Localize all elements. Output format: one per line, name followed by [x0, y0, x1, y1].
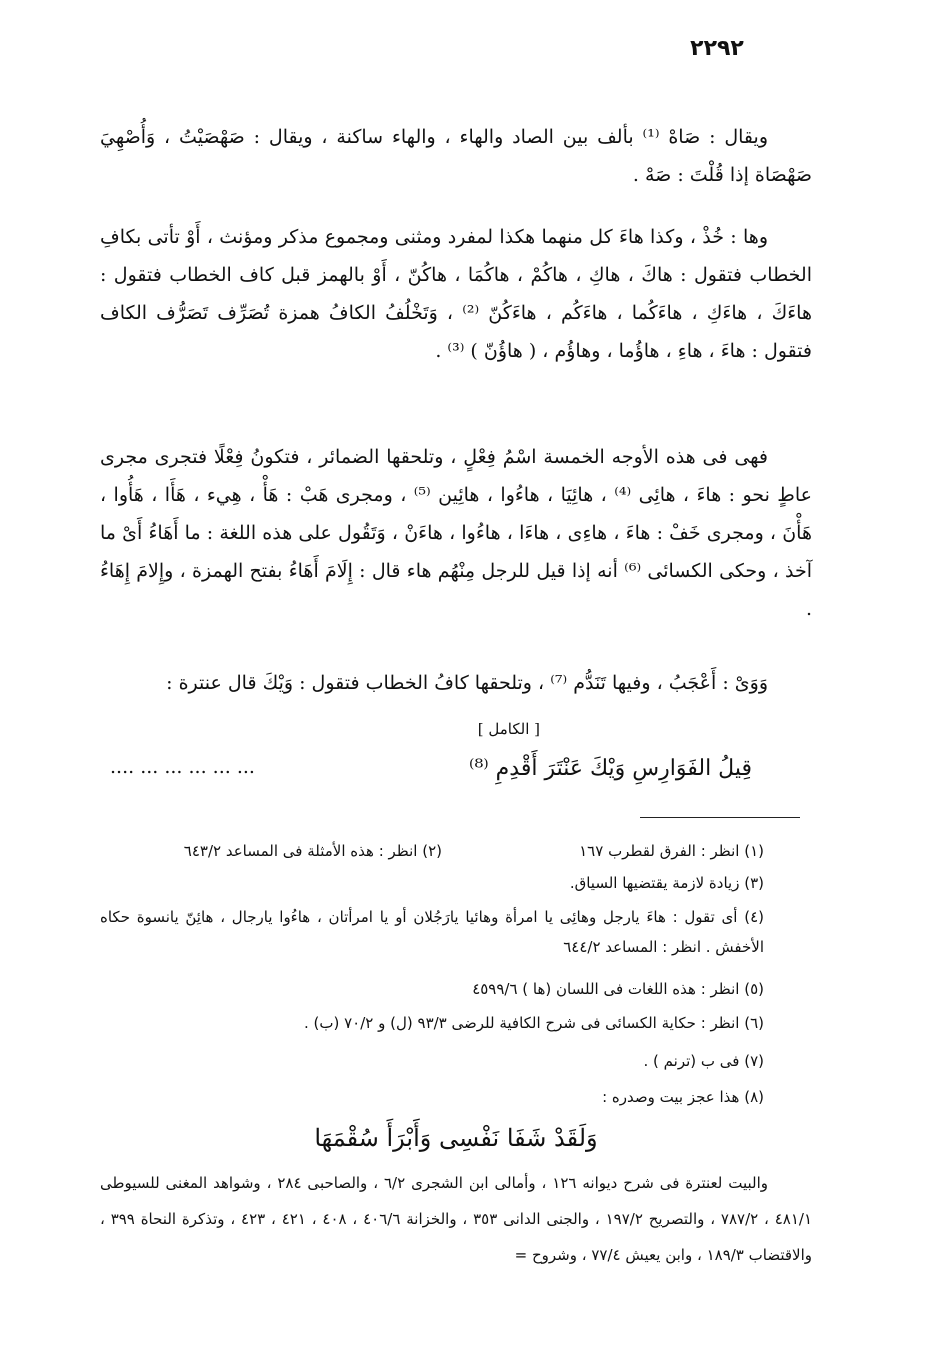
footnote-8: (٨) هذا عجز بيت وصدره :	[602, 1088, 764, 1106]
body-paragraph-4	[100, 664, 812, 702]
footnote-row-1	[100, 836, 812, 866]
sources-text: والبيت لعنترة فى شرح ديوانه ١٢٦ ، وأمالى ابن الشجرى ٦/٢ ، والصاحبى ٢٨٤ ، وشواهد المغنى للسيوطى ٤٨١/١ ، ٧٨٧/٢ ، والتصريح ١٩٧/٢ ، والجنى الدانى ٣٥٣ ، والخزانة ٤٠٦/٦ ، ٤٠٨ ، ٤٢١ ، ٤٢٣ ، وتذكرة النحاة ٣٩٩ ، والاقتضاب ١٨٩/٣ ، وابن يعيش ٧٧/٤ ، وشروح =	[100, 1174, 813, 1264]
footnote-row-4	[100, 902, 812, 966]
footnote-separator	[640, 817, 800, 818]
footnote-6: (٦) انظر : حكاية الكسائى فى شرح الكافية للرضى ٩٣/٣ (ل) و ٧٠/٢ (ب) .	[303, 1014, 764, 1032]
body-paragraph-1	[100, 118, 812, 194]
footnote-4: (٤) أى تقول : هاءَ يارجل وهائِى يا امرأة وهائيا يارَجُلان أو يا امرأتان ، هاءُوا يارجال ، هائِنّ يانسوة حكاه الأخفش . انظر : المساعد ٦٤٤/٢	[100, 908, 764, 956]
paragraph-text: ويقال : صَاهْ ⁽¹⁾ بألف بين الصاد والهاء ، والهاء ساكنة ، ويقال : صَهْصَيْتُ ، وَأُصْهِيَ صَهْصَاة إذا قُلْتَ : صَهْ .	[100, 126, 812, 186]
verse-sources	[100, 1165, 812, 1273]
verse-meter-label: [ الكامل ]	[477, 720, 540, 738]
body-paragraph-2	[100, 218, 812, 370]
verse-ellipsis: .... ... ... ... ... ...	[110, 756, 255, 778]
footnote-2: (٢) انظر : هذه الأمثلة فى المساعد ٦٤٣/٢	[183, 842, 442, 860]
footnote-1: (١) انظر : الفرق لقطرب ١٦٧	[579, 842, 764, 860]
poem-first-hemistich: وَلَقَدْ شَفَا نَفْسِى وَأَبْرَأَ سُقْمَهَا	[314, 1124, 598, 1152]
paragraph-text: وها : خُذْ ، وكذا هاءَ كل منهما هكذا لمفرد ومثنى ومجموع مذكر ومؤنث ، أَوْ تأتى بكافِ الخطاب فتقول : هاكَ ، هاكِ ، هاكُمْ ، هاكُمَا ، هاكُنّ ، أَوْ بالهمز قبل كاف الخطاب فتقول : هاءَكَ ، هاءَكِ ، هاءَكُما ، هاءَكُم ، هاءَكُنّ ⁽²⁾ ، وَتَخْلُفُ الكافُ همزة تُصَرِّف تَصَرُّف الكاف فتقول : هاءَ ، هاءِ ، هاؤُما ، وهاؤُم ، ( هاؤُنّ ) ⁽³⁾ .	[100, 226, 812, 362]
verse-hemistich: قِيلُ الفَوَارِسِ وَيْكَ عَنْتَرَ أَقْدِمِ ⁽⁸⁾	[469, 756, 752, 781]
body-paragraph-3	[100, 438, 812, 628]
footnote-row-7	[100, 1046, 812, 1076]
paragraph-text: وَوَىْ : أَعْجَبُ ، وفيها تَنَدُّم ⁽⁷⁾ ، وتلحقها كافُ الخطاب فتقول : وَيْكَ قال عنترة :	[166, 672, 768, 694]
footnote-3: (٣) زيادة لازمة يقتضيها السياق.	[569, 874, 764, 892]
footnote-row-8	[100, 1082, 812, 1112]
paragraph-text: فهى فى هذه الأوجه الخمسة اسْمُ فِعْلٍ ، وتلحقها الضمائر ، فتكونُ فِعْلًا فتجرى مجرى عاطٍ نحو : هاءَ ، هائِى ⁽⁴⁾ ، هائِيَا ، هاءُوا ، هائِين ⁽⁵⁾ ، ومجرى هَبْ : هَأْ ، هِيء ، هَأَا ، هَأُوا ، هَأْنَ ، ومجرى خَفْ : هاءَ ، هاءِى ، هاءَا ، هاءُوا ، هاءَنْ ، وَتَقُول على هذه اللغة : ما أَهَاءُ أَىْ ما آخذ ، وحكى الكسائى ⁽⁶⁾ أنه إذا قيل للرجل مِنْهُم هاء قال : إِلَامَ أَهَاءُ بفتح الهمزة ، وإِلامَ إِهَاءُ .	[100, 446, 812, 620]
footnote-row-5	[100, 974, 812, 1004]
footnote-7: (٧) فى ب (ترنم ) .	[643, 1052, 764, 1070]
page-number: ٢٢٩٢	[690, 36, 744, 61]
footnote-row-6	[100, 1008, 812, 1038]
footnote-5: (٥) انظر : هذه اللغات فى اللسان (ها ) ٤٥٩٩/٦	[472, 980, 764, 998]
footnote-row-3	[100, 868, 812, 898]
